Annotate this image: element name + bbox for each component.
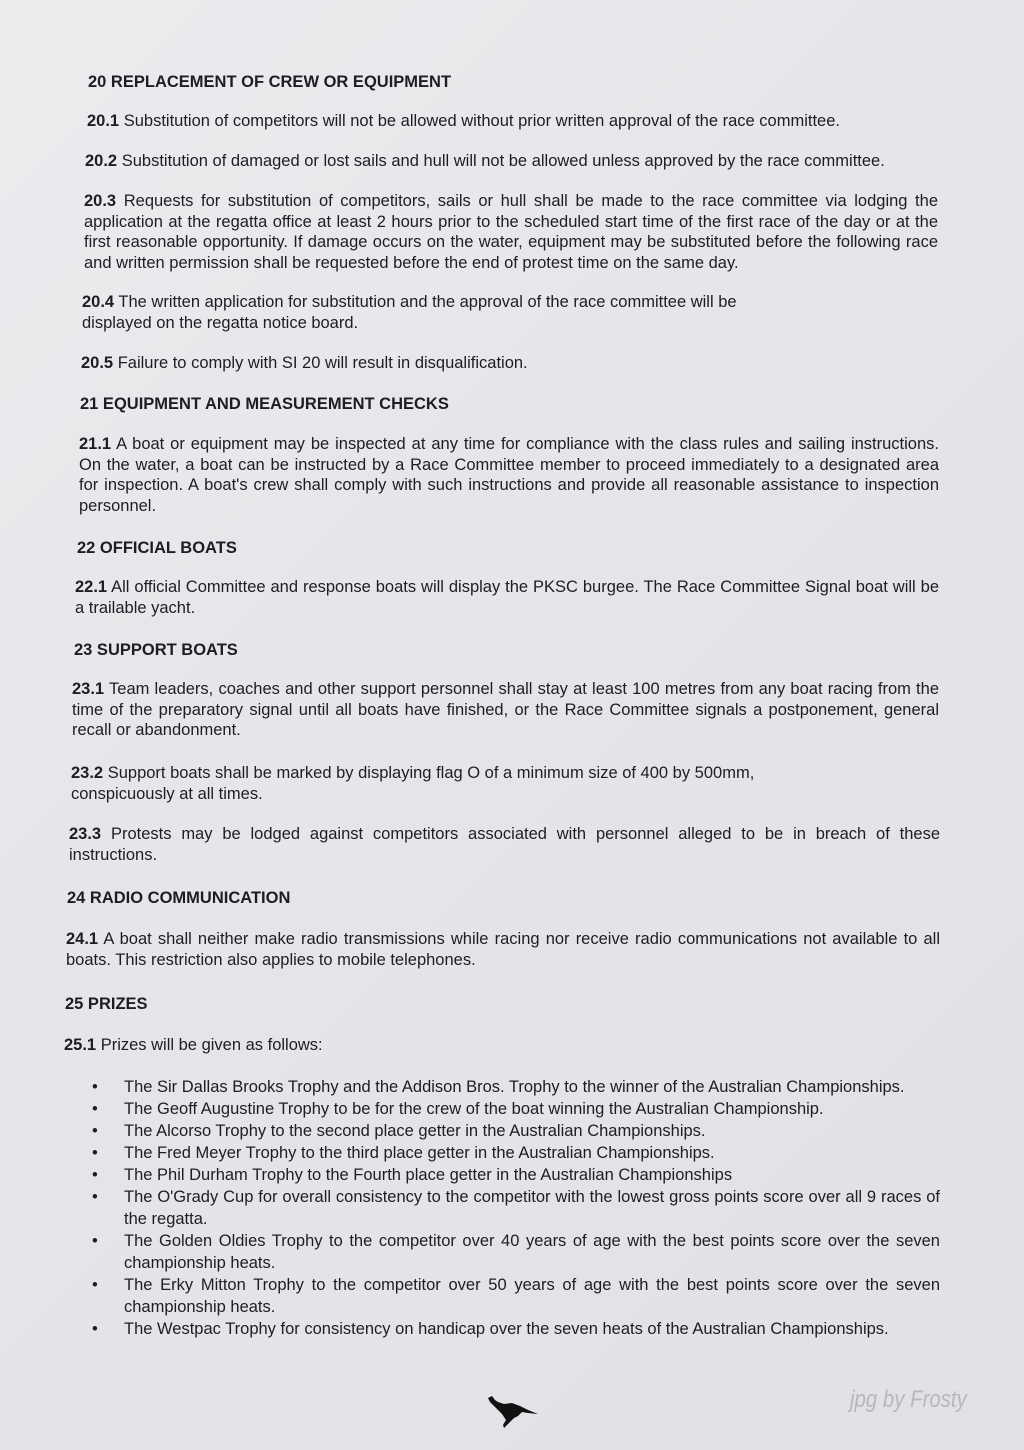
section-heading-20: 20 REPLACEMENT OF CREW OR EQUIPMENT xyxy=(88,73,452,91)
section-heading-22: 22 OFFICIAL BOATS xyxy=(77,539,237,557)
clause-text: The written application for substitution and the approval of the race committee will be displayed on the regatta notice board. xyxy=(82,293,737,332)
section-heading-21: 21 EQUIPMENT AND MEASUREMENT CHECKS xyxy=(80,395,449,413)
prize-text: The O'Grady Cup for overall consistency to the competitor with the lowest gross points score over all 9 races of the regatta. xyxy=(124,1188,940,1228)
prize-item xyxy=(64,1318,940,1340)
clause-text: All official Committee and response boats will display the PKSC burgee. The Race Committee Signal boat will be a trailable yacht. xyxy=(75,578,939,617)
prize-text: The Geoff Augustine Trophy to be for the crew of the boat winning the Australian Championship. xyxy=(124,1100,824,1118)
clause-23-1 xyxy=(72,679,939,741)
prize-item xyxy=(64,1186,940,1230)
prize-item xyxy=(64,1230,940,1274)
clause-22-1 xyxy=(75,577,939,618)
prize-item xyxy=(64,1164,940,1186)
prize-text: The Phil Durham Trophy to the Fourth place getter in the Australian Championships xyxy=(124,1166,733,1184)
prize-text: The Sir Dallas Brooks Trophy and the Addison Bros. Trophy to the winner of the Australian Championships. xyxy=(124,1078,905,1096)
clause-20-3 xyxy=(84,191,938,273)
clause-number: 23.3 xyxy=(69,825,102,843)
clause-text: Support boats shall be marked by displaying flag O of a minimum size of 400 by 500mm, conspicuously at all times. xyxy=(71,764,755,803)
bullet-icon: • xyxy=(92,1188,98,1206)
clause-number: 25.1 xyxy=(64,1036,97,1054)
prize-item xyxy=(64,1142,940,1164)
clause-23-2 xyxy=(71,763,831,804)
prize-item xyxy=(64,1098,940,1120)
bullet-icon: • xyxy=(92,1166,98,1184)
clause-text: Substitution of damaged or lost sails and hull will not be allowed unless approved by the race committee. xyxy=(117,152,885,170)
clause-number: 23.2 xyxy=(71,764,104,782)
clause-number: 24.1 xyxy=(66,930,99,948)
clause-number: 20.1 xyxy=(87,112,120,130)
prize-text: The Fred Meyer Trophy to the third place getter in the Australian Championships. xyxy=(124,1144,715,1162)
watermark: jpg by Frosty xyxy=(850,1386,967,1413)
bullet-icon: • xyxy=(92,1232,98,1250)
bullet-icon: • xyxy=(92,1276,98,1294)
prize-text: The Alcorso Trophy to the second place getter in the Australian Championships. xyxy=(124,1122,706,1140)
clause-number: 20.5 xyxy=(81,354,114,372)
bullet-icon: • xyxy=(92,1078,98,1096)
clause-23-3 xyxy=(69,824,940,865)
prize-text: The Westpac Trophy for consistency on handicap over the seven heats of the Australian Championships. xyxy=(124,1320,889,1338)
clause-number: 20.2 xyxy=(85,152,118,170)
bullet-icon: • xyxy=(92,1122,98,1140)
bullet-icon: • xyxy=(92,1100,98,1118)
clause-text: A boat shall neither make radio transmissions while racing nor receive radio communications not available to all boats. This restriction also applies to mobile telephones. xyxy=(66,930,940,969)
clause-20-1 xyxy=(87,111,939,132)
clause-24-1 xyxy=(66,929,940,970)
clause-text: Substitution of competitors will not be allowed without prior written approval of the race committee. xyxy=(119,112,840,130)
prize-text: The Erky Mitton Trophy to the competitor over 50 years of age with the best points score over the seven championship heats. xyxy=(124,1276,940,1316)
clause-number: 20.3 xyxy=(84,192,117,210)
clause-number: 20.4 xyxy=(82,293,115,311)
prize-item xyxy=(64,1274,940,1318)
section-heading-23: 23 SUPPORT BOATS xyxy=(74,641,238,659)
prize-item xyxy=(64,1120,940,1142)
prize-list xyxy=(64,1076,940,1340)
clause-25-1 xyxy=(64,1035,940,1056)
bullet-icon: • xyxy=(92,1320,98,1338)
clause-20-2 xyxy=(85,151,939,172)
clause-number: 22.1 xyxy=(75,578,108,596)
clause-text: Protests may be lodged against competitors associated with personnel alleged to be in breach of these instructions. xyxy=(69,825,940,864)
clause-text: Prizes will be given as follows: xyxy=(96,1036,323,1054)
clause-20-5 xyxy=(81,353,937,374)
clause-number: 23.1 xyxy=(72,680,105,698)
prize-text: The Golden Oldies Trophy to the competitor over 40 years of age with the best points score over the seven championship heats. xyxy=(124,1232,940,1272)
clause-20-4 xyxy=(82,292,797,333)
prize-item xyxy=(64,1076,940,1098)
clause-text: Team leaders, coaches and other support personnel shall stay at least 100 metres from any boat racing from the time of the preparatory signal until all boats have finished, or the Race Committee signals a postponement, general recall or abandonment. xyxy=(72,680,939,739)
kangaroo-icon xyxy=(482,1392,542,1432)
clause-text: A boat or equipment may be inspected at any time for compliance with the class rules and sailing instructions. On the water, a boat can be instructed by a Race Committee member to proceed immediately to a designated area for inspection. A boat's crew shall comply with such instructions and provide all reasonable assistance to inspection personnel. xyxy=(79,435,939,515)
bullet-icon: • xyxy=(92,1144,98,1162)
section-heading-24: 24 RADIO COMMUNICATION xyxy=(67,889,291,907)
clause-21-1 xyxy=(79,434,939,516)
clause-text: Requests for substitution of competitors, sails or hull shall be made to the race committee via lodging the application at the regatta office at least 2 hours prior to the scheduled start time of the first race of the day or at the first reasonable opportunity. If damage occurs on the water, equipment may be substituted before the following race and written permission shall be requested before the end of protest time on the same day. xyxy=(84,192,938,272)
clause-number: 21.1 xyxy=(79,435,112,453)
section-heading-25: 25 PRIZES xyxy=(65,995,148,1013)
clause-text: Failure to comply with SI 20 will result in disqualification. xyxy=(113,354,528,372)
